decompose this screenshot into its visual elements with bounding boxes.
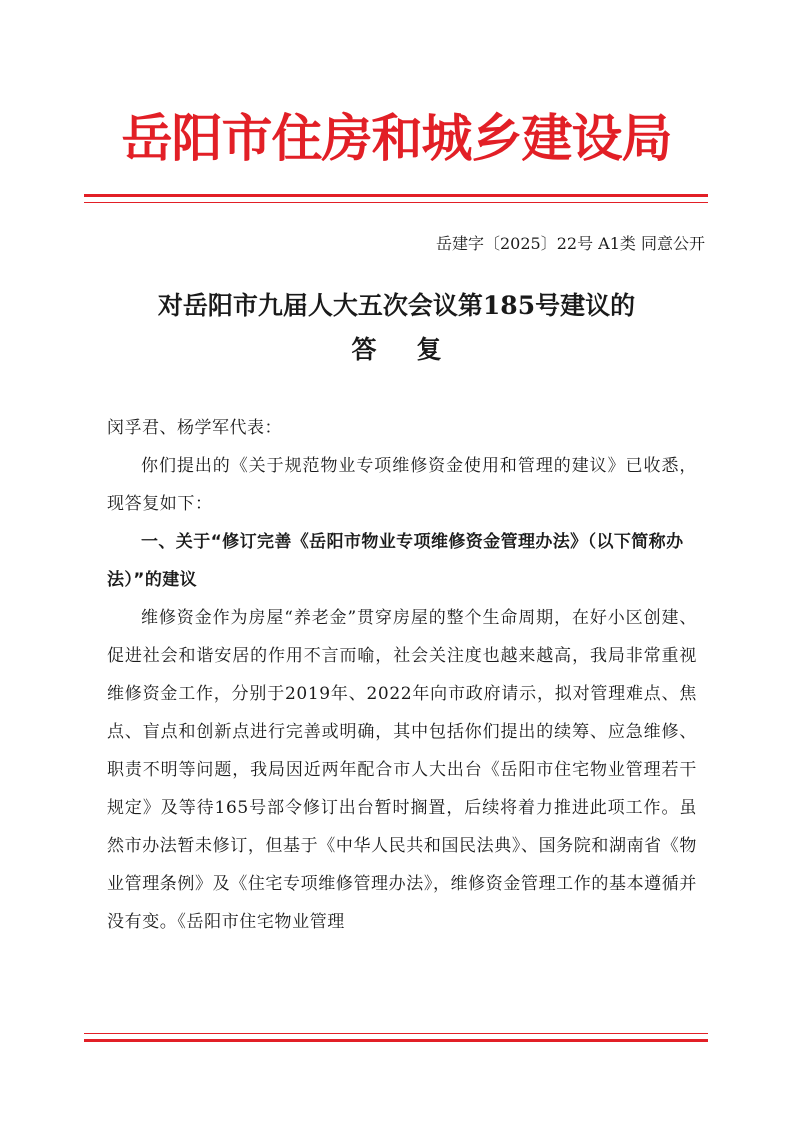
title-line-1: 对岳阳市九届人大五次会议第185号建议的	[157, 291, 636, 320]
salutation: 闵孚君、杨学军代表：	[107, 418, 282, 438]
letterhead-title: 岳阳市住房和城乡建设局	[121, 109, 672, 169]
section-1-heading: 一、关于“修订完善《岳阳市物业专项维修资金管理办法》（以下简称办法）”的建议	[107, 532, 684, 590]
section-1-paragraph: 维修资金作为房屋“养老金”贯穿房屋的整个生命周期，在好小区创建、促进社会和谐安居的作用不言而喻，社会关注度也越来越高，我局非常重视维修资金工作，分别于2019年、2022年向市政府请示，拟对管理难点、焦点、盲点和创新点进行完善或明确，其中包括你们提出的续筹、应急维修、职责不明等问题，我局因近两年配合市人大出台《岳阳市住宅物业管理若干规定》及等待165号部令修订出台暂时搁置，后续将着力推进此项工作。虽然市办法暂未修订，但基于《中华人民共和国民法典》、国务院和湖南省《物业管理条例》及《住宅专项维修管理办法》，维修资金管理工作的基本遵循并没有变。《岳阳市住宅物业管理	[107, 608, 697, 932]
footer-red-rule	[84, 1033, 708, 1042]
intro-paragraph: 你们提出的《关于规范物业专项维修资金使用和管理的建议》已收悉，现答复如下：	[107, 456, 697, 514]
title-line-2: 答复	[351, 335, 482, 364]
letterhead-red-rule	[84, 194, 708, 203]
document-number: 岳建字〔2025〕22号 A1类 同意公开	[436, 234, 705, 253]
document-title	[80, 284, 713, 372]
letter-body	[107, 409, 697, 941]
